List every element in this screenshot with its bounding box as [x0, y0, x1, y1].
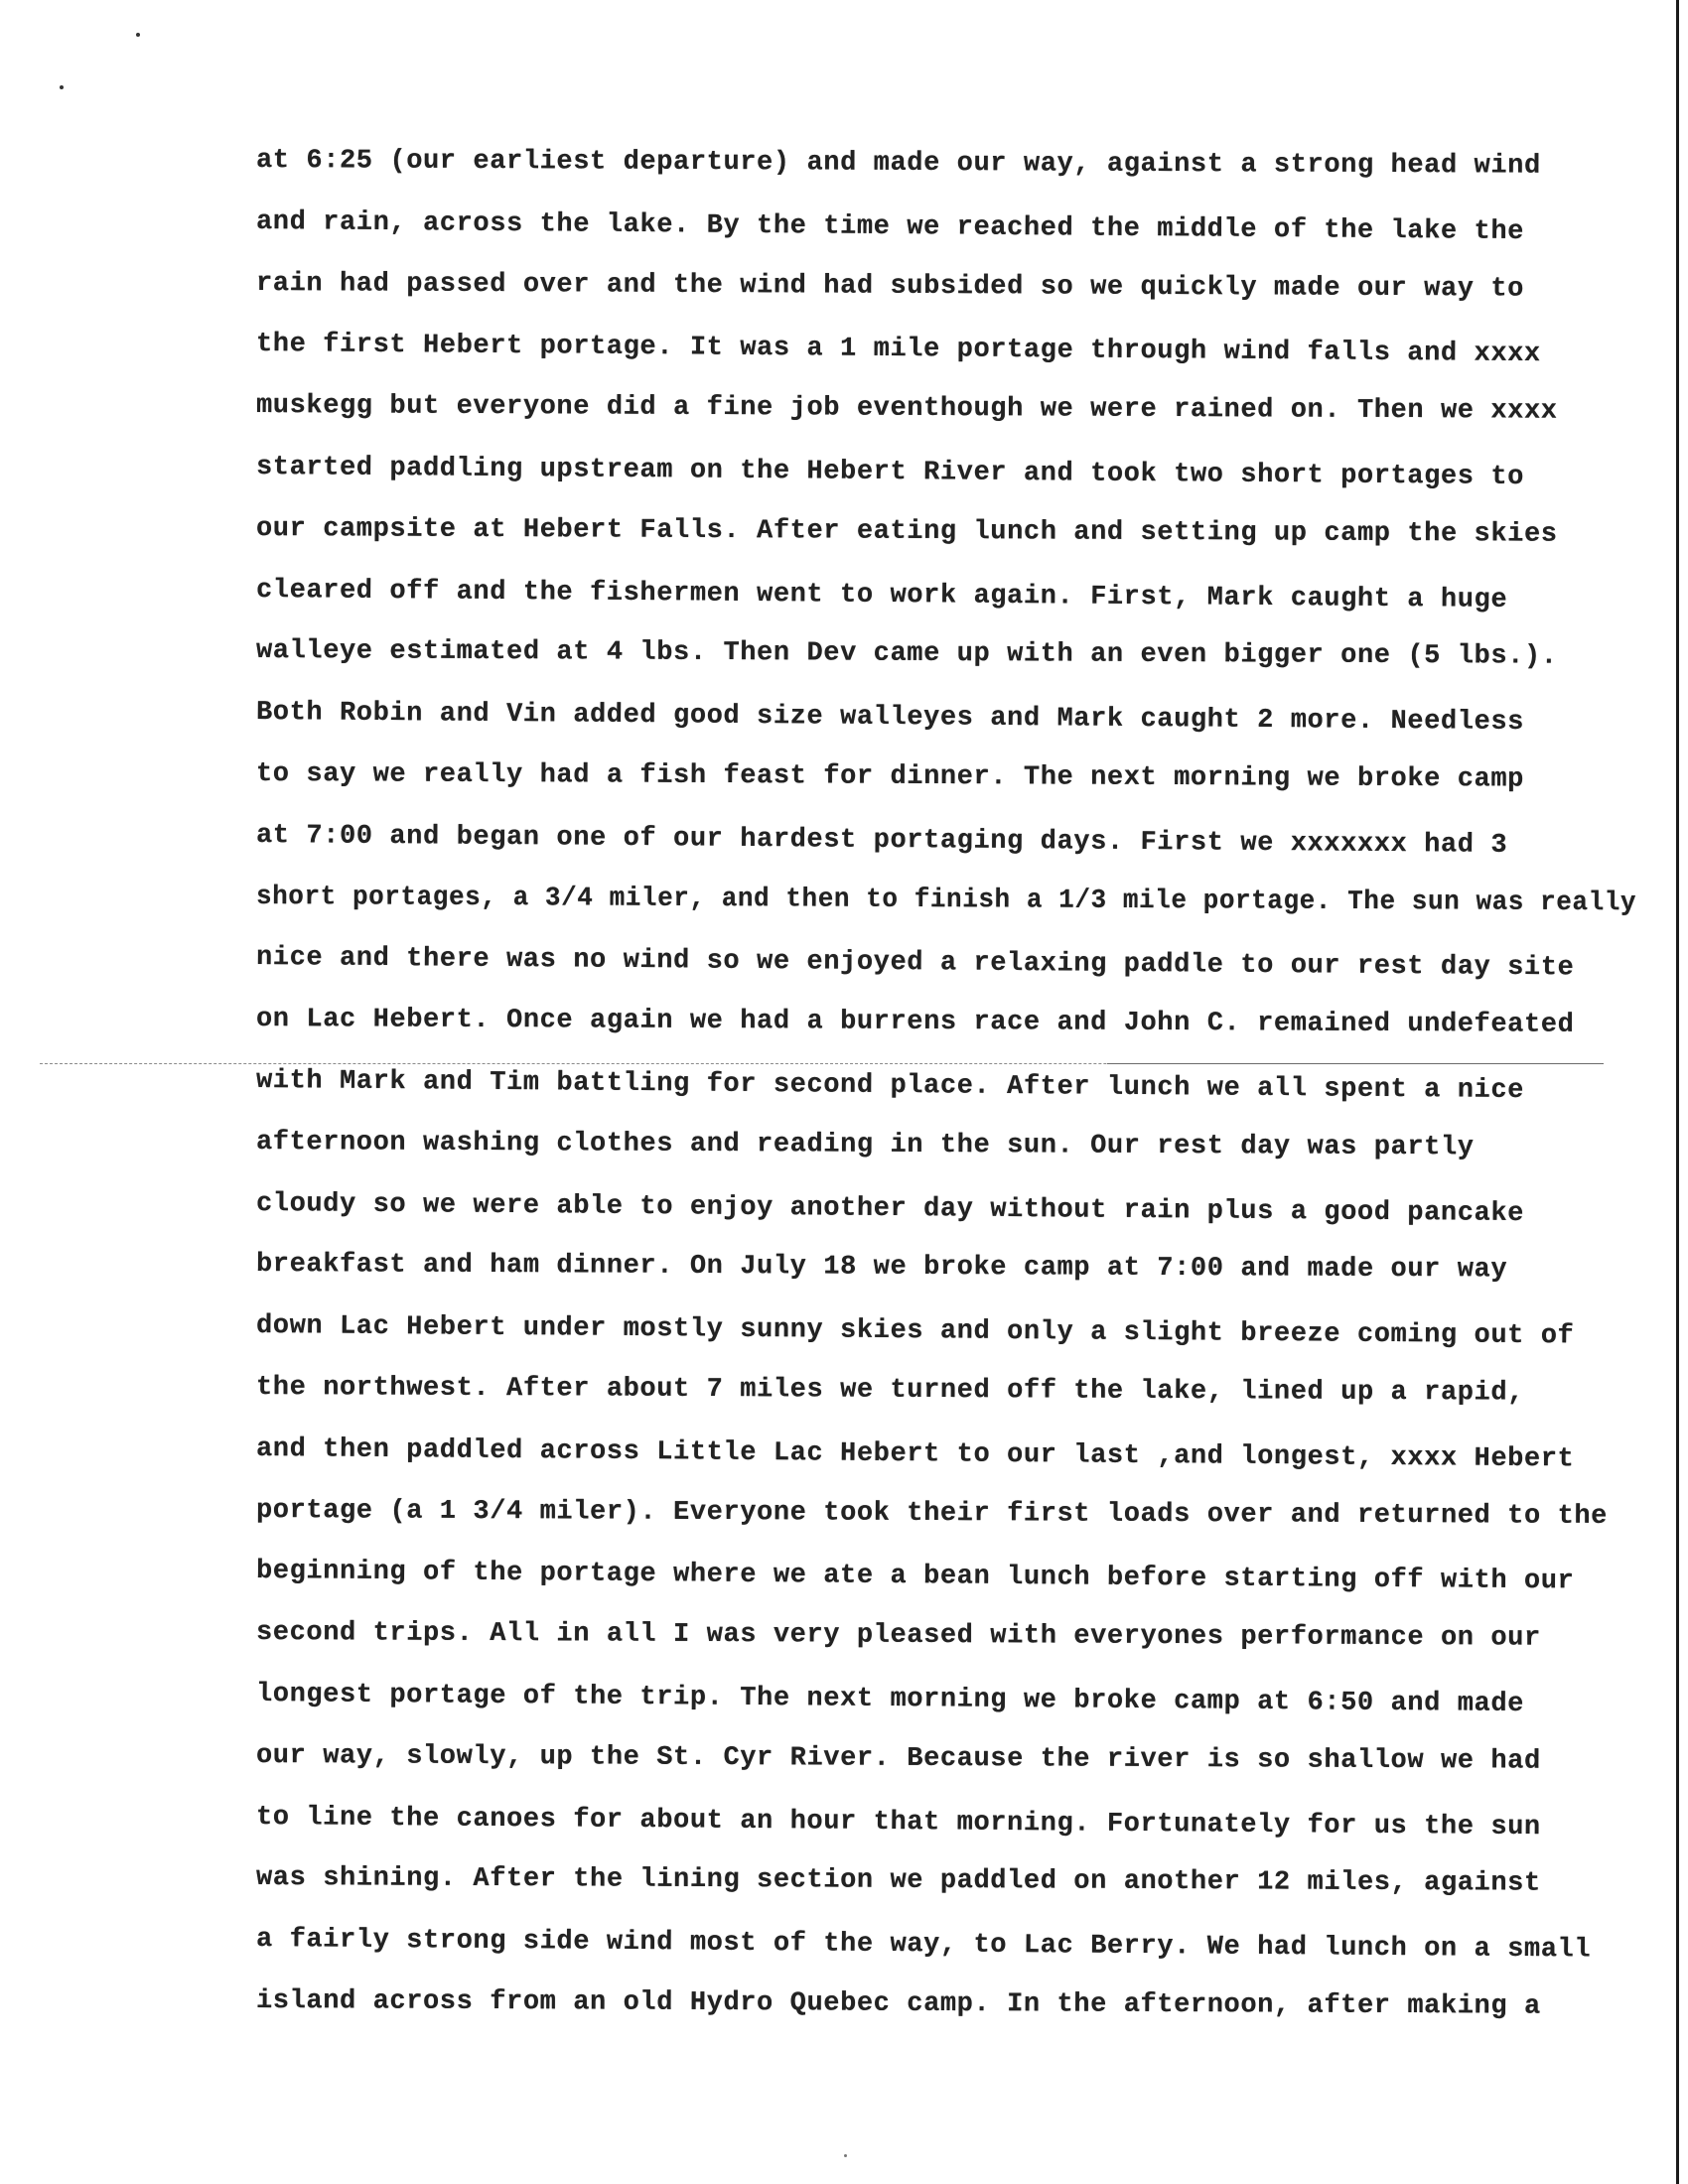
text-line: Both Robin and Vin added good size walleyes and Mark caught 2 more. Needless [255, 698, 1525, 739]
ink-speck [60, 85, 64, 89]
text-line: muskegg but everyone did a fine job eventhough we were rained on. Then we xxxx [255, 391, 1558, 427]
text-line: at 6:25 (our earliest departure) and made our way, against a strong head wind [255, 146, 1541, 182]
text-line: was shining. After the lining section we paddled on another 12 miles, against [255, 1863, 1541, 1899]
text-line: island across from an old Hydro Quebec camp. In the afternoon, after making a [255, 1985, 1541, 2022]
text-line: our way, slowly, up the St. Cyr River. Because the river is so shallow we had [255, 1740, 1541, 1777]
text-line: down Lac Hebert under mostly sunny skies and only a slight breeze coming out of [255, 1311, 1575, 1352]
text-line: rain had passed over and the wind had subsided so we quickly made our way to [255, 268, 1525, 305]
text-line: to say we really had a fish feast for dinner. The next morning we broke camp [255, 758, 1525, 795]
text-line: the first Hebert portage. It was a 1 mile portage through wind falls and xxxx [255, 330, 1541, 370]
text-line: cleared off and the fishermen went to work again. First, Mark caught a huge [255, 575, 1508, 615]
page-edge-border [1676, 0, 1679, 2184]
text-line: short portages, a 3/4 miler, and then to finish a 1/3 mile portage. The sun was really [255, 882, 1637, 918]
text-line: and then paddled across Little Lac Hebert to our last ,and longest, xxxx Hebert [255, 1433, 1575, 1475]
text-line: second trips. All in all I was very pleased with everyones performance on our [255, 1618, 1541, 1654]
text-line: on Lac Hebert. Once again we had a burrens race and John C. remained undefeated [255, 1005, 1575, 1040]
text-line: at 7:00 and began one of our hardest portaging days. First we xxxxxxx had 3 [255, 820, 1508, 861]
text-line: beginning of the portage where we ate a bean lunch before starting off with our [255, 1557, 1575, 1597]
text-line: portage (a 1 3/4 miler). Everyone took their first loads over and returned to the [255, 1495, 1609, 1532]
text-line: our campsite at Hebert Falls. After eating lunch and setting up camp the skies [255, 513, 1558, 550]
text-line: breakfast and ham dinner. On July 18 we broke camp at 7:00 and made our way [255, 1250, 1508, 1286]
text-line: walleye estimated at 4 lbs. Then Dev came up with an even bigger one (5 lbs.). [255, 636, 1558, 673]
text-line: started paddling upstream on the Hebert River and took two short portages to [255, 452, 1525, 493]
text-line: afternoon washing clothes and reading in the sun. Our rest day was partly [255, 1127, 1475, 1163]
text-line: nice and there was no wind so we enjoyed a relaxing paddle to our rest day site [255, 943, 1575, 984]
text-line: cloudy so we were able to enjoy another day without rain plus a good pancake [255, 1188, 1525, 1229]
text-line: and rain, across the lake. By the time we reached the middle of the lake the [255, 206, 1525, 247]
text-line: longest portage of the trip. The next morning we broke camp at 6:50 and made [255, 1679, 1525, 1719]
typed-text-body [255, 131, 1637, 2033]
text-line: to line the canoes for about an hour that morning. Fortunately for us the sun [255, 1802, 1541, 1843]
scan-dot [844, 2154, 847, 2157]
ink-speck [136, 33, 140, 37]
text-line: with Mark and Tim battling for second place. After lunch we all spent a nice [255, 1065, 1525, 1106]
text-line: a fairly strong side wind most of the way, to Lac Berry. We had lunch on a small [255, 1925, 1592, 1966]
text-line: the northwest. After about 7 miles we turned off the lake, lined up a rapid, [255, 1372, 1525, 1409]
